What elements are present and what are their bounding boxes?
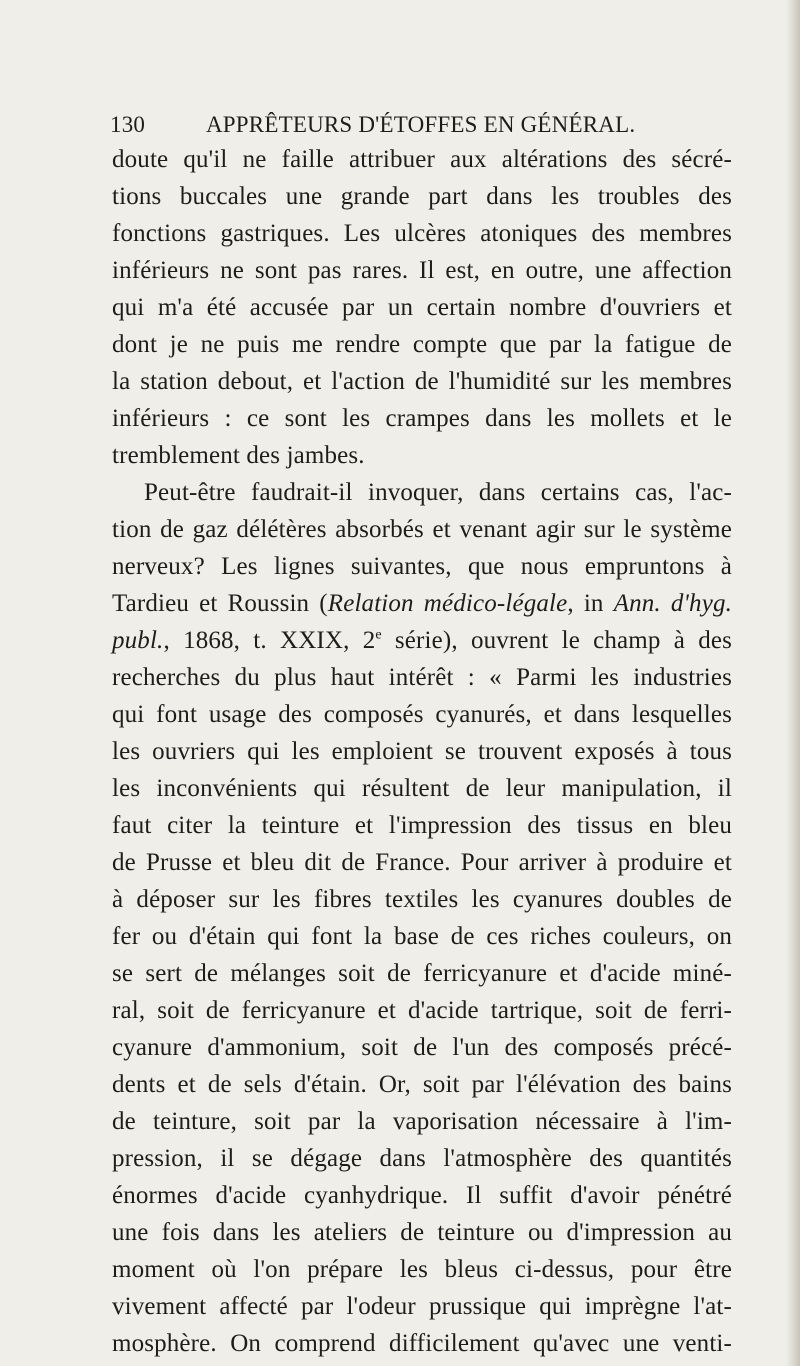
text-line: recherches du plus haut intérêt : « Parmi les industries [112,664,732,691]
text-line: dont je ne puis me rendre compte que par la fatigue de [112,331,732,358]
text-line: se sert de mélanges soit de ferricyanure et d'acide miné- [112,960,732,987]
text-line: inférieurs : ce sont les crampes dans les mollets et le [112,405,732,432]
text-line: Peut-être faudrait-il invoquer, dans certains cas, l'ac- [144,479,732,506]
text-line: une fois dans les ateliers de teinture ou d'impression au [112,1219,732,1246]
text-line: la station debout, et l'action de l'humidité sur les membres [112,368,732,395]
text-line: à déposer sur les fibres textiles les cyanures doubles de [112,886,732,913]
text-line: les inconvénients qui résultent de leur manipulation, il [112,775,732,802]
text-line: cyanure d'ammonium, soit de l'un des composés précé- [112,1034,732,1061]
text-line: pression, il se dégage dans l'atmosphère des quantités [112,1145,732,1172]
text-line: dents et de sels d'étain. Or, soit par l'élévation des bains [112,1071,732,1098]
text-line: vivement affecté par l'odeur prussique qui imprègne l'at- [112,1293,732,1320]
text-line: qui m'a été accusée par un certain nombre d'ouvriers et [112,294,732,321]
text-line: les ouvriers qui les emploient se trouvent exposés à tous [112,738,732,765]
text-line: inférieurs ne sont pas rares. Il est, en outre, une affection [112,257,732,284]
text-line: tremblement des jambes. [112,442,365,469]
text-span: Tardieu et Roussin ( [112,590,328,617]
page-number: 130 [110,112,146,137]
text-span: , in [567,590,614,617]
text-line: moment où l'on prépare les bleus ci-dessus, pour être [112,1256,732,1283]
text-line: de Prusse et bleu dit de France. Pour arriver à produire et [112,849,732,876]
superscript: e [375,627,382,643]
citation-title: Relation médico-légale [327,590,568,617]
running-title: APPRÊTEURS D'ÉTOFFES EN GÉNÉRAL. [206,112,636,137]
text-line: énormes d'acide cyanhydrique. Il suffit d'avoir pénétré [112,1182,732,1209]
text-line [112,622,732,659]
body-text [112,141,732,1362]
text-line: de teinture, soit par la vaporisation nécessaire à l'im- [112,1108,732,1135]
text-line: mosphère. On comprend difficilement qu'avec une venti- [112,1330,732,1357]
running-header [110,110,730,140]
text-line: fer ou d'étain qui font la base de ces riches couleurs, on [112,923,732,950]
text-line: faut citer la teinture et l'impression des tissus en bleu [112,812,732,839]
journal-title: Ann. d'hyg. [613,590,732,617]
page-edge [786,0,800,1366]
text-line: qui font usage des composés cyanurés, et dans lesquelles [112,701,732,728]
text-line: tion de gaz délétères absorbés et venant agir sur le système [112,516,732,543]
text-line: doute qu'il ne faille attribuer aux altérations des sécré- [112,146,732,173]
journal-title: publ. [112,627,164,654]
text-line: ral, soit de ferricyanure et d'acide tartrique, soit de ferri- [112,997,732,1024]
text-line: fonctions gastriques. Les ulcères atoniques des membres [112,220,732,247]
text-line [112,585,732,622]
text-span: série), ouvrent le champ à des [381,627,732,654]
text-span: , 1868, t. XXIX, 2 [163,627,376,654]
text-line: nerveux? Les lignes suivantes, que nous empruntons à [112,553,732,580]
text-line: tions buccales une grande part dans les troubles des [112,183,732,210]
